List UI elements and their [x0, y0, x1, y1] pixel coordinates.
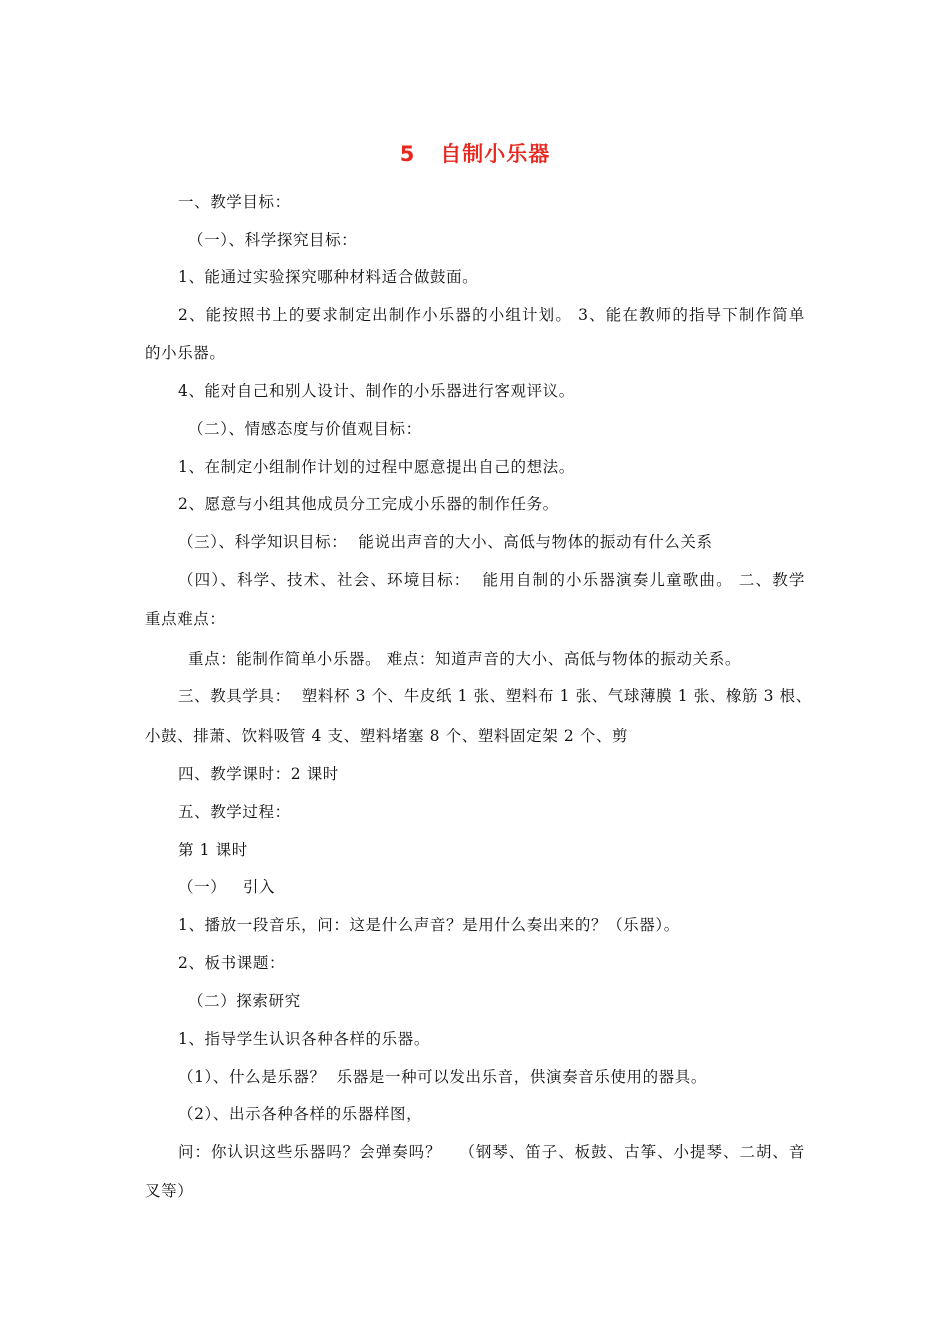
paragraph-line: 4、能对自己和别人设计、制作的小乐器进行客观评议。: [178, 382, 575, 400]
subheading-introduction: （一） 引入: [178, 878, 276, 896]
paragraph-line: 1、在制定小组制作计划的过程中愿意提出自己的想法。: [178, 458, 575, 476]
subheading-inquiry-goals: （一）、科学探究目标：: [188, 231, 358, 249]
subheading-attitude-goals: （二）、情感态度与价值观目标：: [188, 420, 422, 438]
paragraph-line: 重点：能制作简单小乐器。 难点：知道声音的大小、高低与物体的振动关系。: [188, 650, 741, 668]
paragraph-line: 小鼓、排萧、饮料吸管 4 支、塑料堵塞 8 个、塑料固定架 2 个、剪: [145, 727, 629, 745]
paragraph-line: 重点难点：: [145, 610, 226, 628]
subheading-sts-goals: （四）、科学、技术、社会、环境目标： 能用自制的小乐器演奏儿童歌曲。 二、教学: [178, 571, 805, 589]
subheading-lesson-1: 第 1 课时: [178, 841, 248, 859]
section-heading-process: 五、教学过程：: [178, 803, 291, 821]
paragraph-line: 1、指导学生认识各种各样的乐器。: [178, 1030, 430, 1048]
paragraph-line: 2、愿意与小组其他成员分工完成小乐器的制作任务。: [178, 495, 559, 513]
paragraph-line: 1、能通过实验探究哪种材料适合做鼓面。: [178, 268, 479, 286]
paragraph-line: 叉等）: [145, 1182, 194, 1200]
paragraph-line: （2）、出示各种各样的乐器样图，: [178, 1105, 423, 1123]
paragraph-line: 2、板书课题：: [178, 954, 286, 972]
section-heading-periods: 四、教学课时：2 课时: [178, 765, 339, 783]
section-heading-objectives: 一、教学目标：: [178, 193, 291, 211]
paragraph-line: 的小乐器。: [145, 344, 226, 362]
paragraph-line: 1、播放一段音乐，问：这是什么声音？是用什么奏出来的？（乐器）。: [178, 916, 680, 934]
paragraph-line: 问：你认识这些乐器吗？会弹奏吗？ （钢琴、笛子、板鼓、古筝、小提琴、二胡、音: [178, 1143, 805, 1161]
subheading-exploration: （二）探索研究: [188, 992, 301, 1010]
paragraph-line: 2、能按照书上的要求制定出制作小乐器的小组计划。 3、能在教师的指导下制作简单: [178, 306, 805, 324]
document-title: 5 自制小乐器: [399, 142, 551, 166]
section-heading-materials: 三、教具学具： 塑料杯 3 个、牛皮纸 1 张、塑料布 1 张、气球薄膜 1 张、橡筋 3 根、: [178, 687, 812, 705]
subheading-knowledge-goals: （三）、科学知识目标： 能说出声音的大小、高低与物体的振动有什么关系: [178, 533, 713, 551]
paragraph-line: （1）、什么是乐器？ 乐器是一种可以发出乐音，供演奏音乐使用的器具。: [178, 1068, 707, 1086]
